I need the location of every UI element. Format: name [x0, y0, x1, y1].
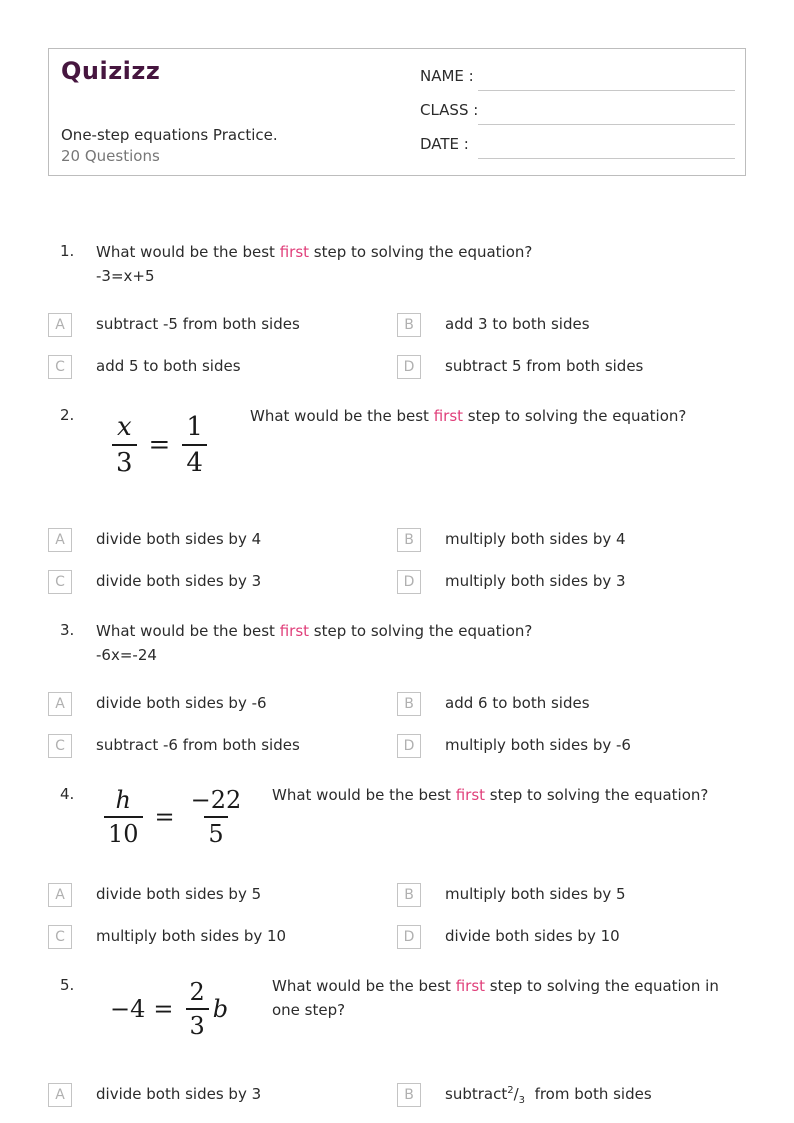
question-number: 4.: [60, 785, 75, 803]
option-letter: C: [48, 734, 72, 758]
class-line[interactable]: [478, 124, 735, 125]
fraction-numerator: 2: [507, 1085, 514, 1096]
prompt-text: step to solving the equation?: [485, 786, 709, 804]
prompt-text: What would be the best: [96, 243, 280, 261]
equals-sign: =: [154, 803, 175, 831]
question-prompt: [272, 974, 747, 1022]
option-letter: A: [48, 1083, 72, 1107]
class-label: CLASS :: [420, 101, 479, 119]
name-label: NAME :: [420, 67, 474, 85]
question-prompt: [250, 404, 740, 428]
option-letter: B: [397, 1083, 421, 1107]
option-letter: D: [397, 734, 421, 758]
numerator: −22: [190, 786, 242, 814]
first-highlight: first: [455, 977, 486, 995]
option-text: subtract -6 from both sides: [96, 736, 300, 754]
date-label: DATE :: [420, 135, 469, 153]
denominator: 3: [112, 444, 137, 478]
worksheet-title: One-step equations Practice.: [61, 126, 278, 144]
first-highlight: first: [279, 243, 310, 261]
option-text: subtract 5 from both sides: [445, 357, 644, 375]
class-field[interactable]: [420, 101, 735, 125]
prompt-text: step to solving the equation?: [309, 622, 533, 640]
equation-image: [110, 978, 228, 1040]
question-number: 1.: [60, 242, 75, 260]
question-prompt: [96, 619, 736, 643]
option-letter: D: [397, 355, 421, 379]
option-letter: C: [48, 355, 72, 379]
option-text: [445, 1085, 652, 1106]
equation-image: [108, 412, 211, 478]
option-text: divide both sides by -6: [96, 694, 267, 712]
fraction: [182, 412, 207, 478]
option-text: add 5 to both sides: [96, 357, 241, 375]
option-letter: D: [397, 925, 421, 949]
denominator: 3: [186, 1008, 209, 1040]
option-letter: D: [397, 570, 421, 594]
option-letter: C: [48, 570, 72, 594]
option-text-part: from both sides: [525, 1085, 652, 1103]
option-text: add 6 to both sides: [445, 694, 590, 712]
option-letter: B: [397, 883, 421, 907]
fraction: [104, 786, 143, 848]
fraction: [186, 978, 209, 1040]
option-letter: A: [48, 692, 72, 716]
question-number: 2.: [60, 406, 75, 424]
quizizz-logo: Quizizz: [61, 57, 161, 85]
numerator: x: [116, 412, 132, 442]
option-letter: A: [48, 313, 72, 337]
option-letter: A: [48, 883, 72, 907]
option-text-part: subtract: [445, 1085, 508, 1103]
prompt-text: step to solving the equation?: [463, 407, 687, 425]
date-field[interactable]: [420, 135, 735, 159]
option-text: multiply both sides by 3: [445, 572, 626, 590]
option-text: multiply both sides by -6: [445, 736, 631, 754]
name-line[interactable]: [478, 90, 735, 91]
equation-text: -3=x+5: [96, 267, 155, 285]
option-letter: B: [397, 313, 421, 337]
option-text: add 3 to both sides: [445, 315, 590, 333]
option-text: divide both sides by 4: [96, 530, 262, 548]
prompt-text: step to solving the equation?: [309, 243, 533, 261]
numerator: 1: [186, 412, 203, 442]
fraction-slash: /: [513, 1085, 519, 1103]
first-highlight: first: [455, 786, 486, 804]
option-letter: B: [397, 528, 421, 552]
option-text: divide both sides by 10: [445, 927, 620, 945]
fraction: [112, 412, 137, 478]
variable: b: [212, 995, 229, 1023]
name-field[interactable]: [420, 67, 735, 91]
option-letter: A: [48, 528, 72, 552]
option-letter: B: [397, 692, 421, 716]
option-text: divide both sides by 3: [96, 572, 262, 590]
equation-image: [100, 786, 249, 848]
equals-sign: =: [153, 995, 174, 1023]
fraction: [187, 786, 246, 848]
question-prompt: [96, 240, 736, 264]
prompt-text: What would be the best: [272, 977, 456, 995]
equation-text: -6x=-24: [96, 646, 157, 664]
lhs-value: −4: [110, 995, 146, 1023]
first-highlight: first: [279, 622, 310, 640]
date-line[interactable]: [478, 158, 735, 159]
option-text: subtract -5 from both sides: [96, 315, 300, 333]
prompt-text: What would be the best: [272, 786, 456, 804]
prompt-text: What would be the best: [96, 622, 280, 640]
question-number: 3.: [60, 621, 75, 639]
option-text: multiply both sides by 4: [445, 530, 626, 548]
numerator: 2: [189, 978, 205, 1006]
fraction-denominator: 3: [518, 1095, 526, 1106]
option-text: multiply both sides by 5: [445, 885, 626, 903]
equals-sign: =: [148, 430, 171, 460]
prompt-text: What would be the best: [250, 407, 434, 425]
question-count: 20 Questions: [61, 147, 160, 165]
option-letter: C: [48, 925, 72, 949]
numerator: h: [115, 786, 131, 814]
option-text: multiply both sides by 10: [96, 927, 287, 945]
option-text: divide both sides by 3: [96, 1085, 262, 1103]
question-number: 5.: [60, 976, 75, 994]
denominator: 10: [104, 816, 143, 848]
denominator: 4: [182, 444, 207, 478]
prompt-text: step to solving the equation in one step?: [272, 977, 719, 1019]
option-text: divide both sides by 5: [96, 885, 262, 903]
question-prompt: [272, 783, 742, 807]
denominator: 5: [204, 816, 227, 848]
worksheet-header: [48, 48, 746, 176]
first-highlight: first: [433, 407, 464, 425]
